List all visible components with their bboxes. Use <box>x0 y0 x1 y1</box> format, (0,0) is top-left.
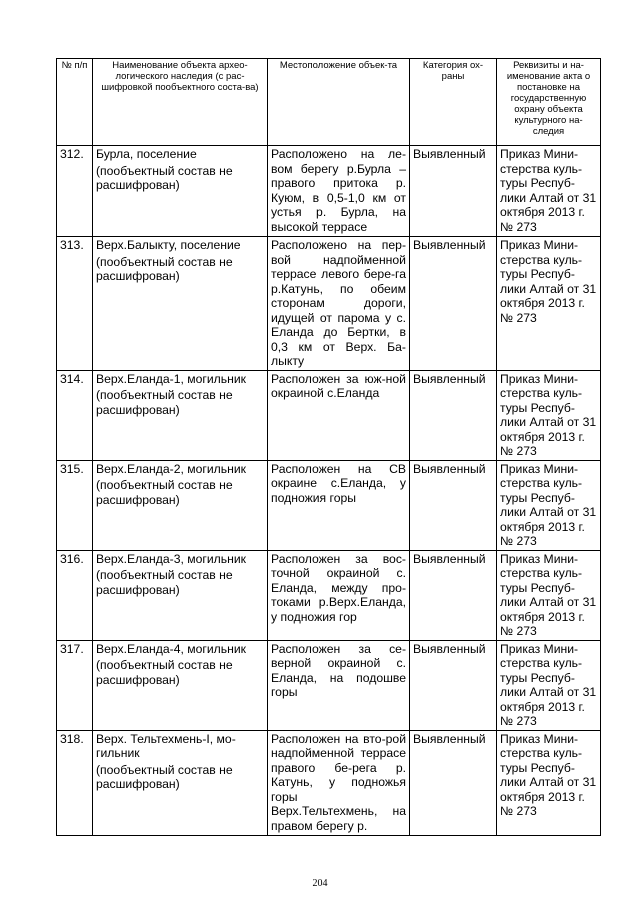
object-location: Расположено на ле-вом берегу р.Бурла – правого притока р. Куюм, в 0,5-1,0 км от устья р. Бурла, на высокой террасе <box>268 146 410 237</box>
object-composition: (пообъектный состав не расшифрован) <box>96 568 233 597</box>
object-name: Верх.Балыкту, поселение <box>96 238 241 252</box>
protection-act: Приказ Мини-стерства куль-туры Респуб-лики Алтай от 31 октября 2013 г. № 273 <box>497 730 601 835</box>
header-act: Реквизиты и на-именование акта о постановке на государственную охрану объекта культурного на-следия <box>497 59 601 146</box>
object-name-cell <box>93 730 268 835</box>
protection-category: Выявленный <box>410 370 497 460</box>
object-location: Расположен на СВ окраине с.Еланда, у подножия горы <box>268 460 410 550</box>
heritage-table <box>56 58 601 836</box>
object-name-cell <box>93 550 268 640</box>
header-category: Категория ох-раны <box>410 59 497 146</box>
row-number: 317. <box>57 640 93 730</box>
table-row <box>57 370 601 460</box>
object-location: Расположен на вто-рой надпойменной террасе правого бе-рега р. Катунь, у подножья горы Верх.Тельтехмень, на правом берегу р. <box>268 730 410 835</box>
object-composition: (пообъектный состав не расшифрован) <box>96 762 233 791</box>
header-row <box>57 59 601 146</box>
protection-category: Выявленный <box>410 146 497 237</box>
protection-act: Приказ Мини-стерства куль-туры Респуб-лики Алтай от 31 октября 2013 г. № 273 <box>497 640 601 730</box>
row-number: 313. <box>57 237 93 371</box>
row-number: 318. <box>57 730 93 835</box>
table-row <box>57 460 601 550</box>
object-name-cell <box>93 460 268 550</box>
object-location: Расположен за вос-точной окраиной с. Еланда, между про-токами р.Верх.Еланда, у подножия гор <box>268 550 410 640</box>
protection-act: Приказ Мини-стерства куль-туры Респуб-лики Алтай от 31 октября 2013 г. № 273 <box>497 370 601 460</box>
object-name: Бурла, поселение <box>96 147 197 161</box>
object-name: Верх.Еланда-4, могильник <box>96 641 247 656</box>
object-name: Верх.Еланда-1, могильник <box>96 371 247 386</box>
object-location: Расположен за юж-ной окраиной с.Еланда <box>268 370 410 460</box>
row-number: 312. <box>57 146 93 237</box>
row-number: 315. <box>57 460 93 550</box>
protection-category: Выявленный <box>410 550 497 640</box>
object-composition: (пообъектный состав не расшифрован) <box>96 478 233 507</box>
protection-category: Выявленный <box>410 640 497 730</box>
table-row <box>57 730 601 835</box>
table-row <box>57 550 601 640</box>
object-location: Расположен за се-верной окраиной с. Еланда, на подошве горы <box>268 640 410 730</box>
row-number: 314. <box>57 370 93 460</box>
protection-category: Выявленный <box>410 730 497 835</box>
protection-act: Приказ Мини-стерства куль-туры Респуб-лики Алтай от 31 октября 2013 г. № 273 <box>497 237 601 371</box>
row-number: 316. <box>57 550 93 640</box>
header-name: Наименование объекта архео-логического наследия (с рас-шифровкой пообъектного соста-ва) <box>93 59 268 146</box>
object-composition: (пообъектный состав не расшифрован) <box>96 388 233 417</box>
header-location: Местоположение объек-та <box>268 59 410 146</box>
protection-act: Приказ Мини-стерства куль-туры Респуб-лики Алтай от 31 октября 2013 г. № 273 <box>497 460 601 550</box>
page-number: 204 <box>312 878 328 889</box>
object-name: Верх.Еланда-2, могильник <box>96 461 247 476</box>
object-name-cell <box>93 237 268 371</box>
table-row <box>57 146 601 237</box>
protection-category: Выявленный <box>410 460 497 550</box>
object-composition: (пообъектный состав не расшифрован) <box>96 254 233 283</box>
object-name: Верх. Тельтехмень-I, мо-гильник <box>96 731 236 760</box>
object-composition: (пообъектный состав не расшифрован) <box>96 658 233 687</box>
object-name-cell <box>93 370 268 460</box>
object-composition: (пообъектный состав не расшифрован) <box>96 163 233 192</box>
object-location: Расположено на пер-вой надпойменной террасе левого бере-га р.Катунь, по обеим сторонам дороги, идущей от парома у с. Еланда до Бертки, в 0,3 км от Верх. Ба-лыкту <box>268 237 410 371</box>
protection-act: Приказ Мини-стерства куль-туры Респуб-лики Алтай от 31 октября 2013 г. № 273 <box>497 146 601 237</box>
table-row <box>57 640 601 730</box>
header-num: № п/п <box>57 59 93 146</box>
protection-act: Приказ Мини-стерства куль-туры Респуб-лики Алтай от 31 октября 2013 г. № 273 <box>497 550 601 640</box>
object-name: Верх.Еланда-3, могильник <box>96 551 247 566</box>
object-name-cell <box>93 146 268 237</box>
table-row <box>57 237 601 371</box>
object-name-cell <box>93 640 268 730</box>
protection-category: Выявленный <box>410 237 497 371</box>
